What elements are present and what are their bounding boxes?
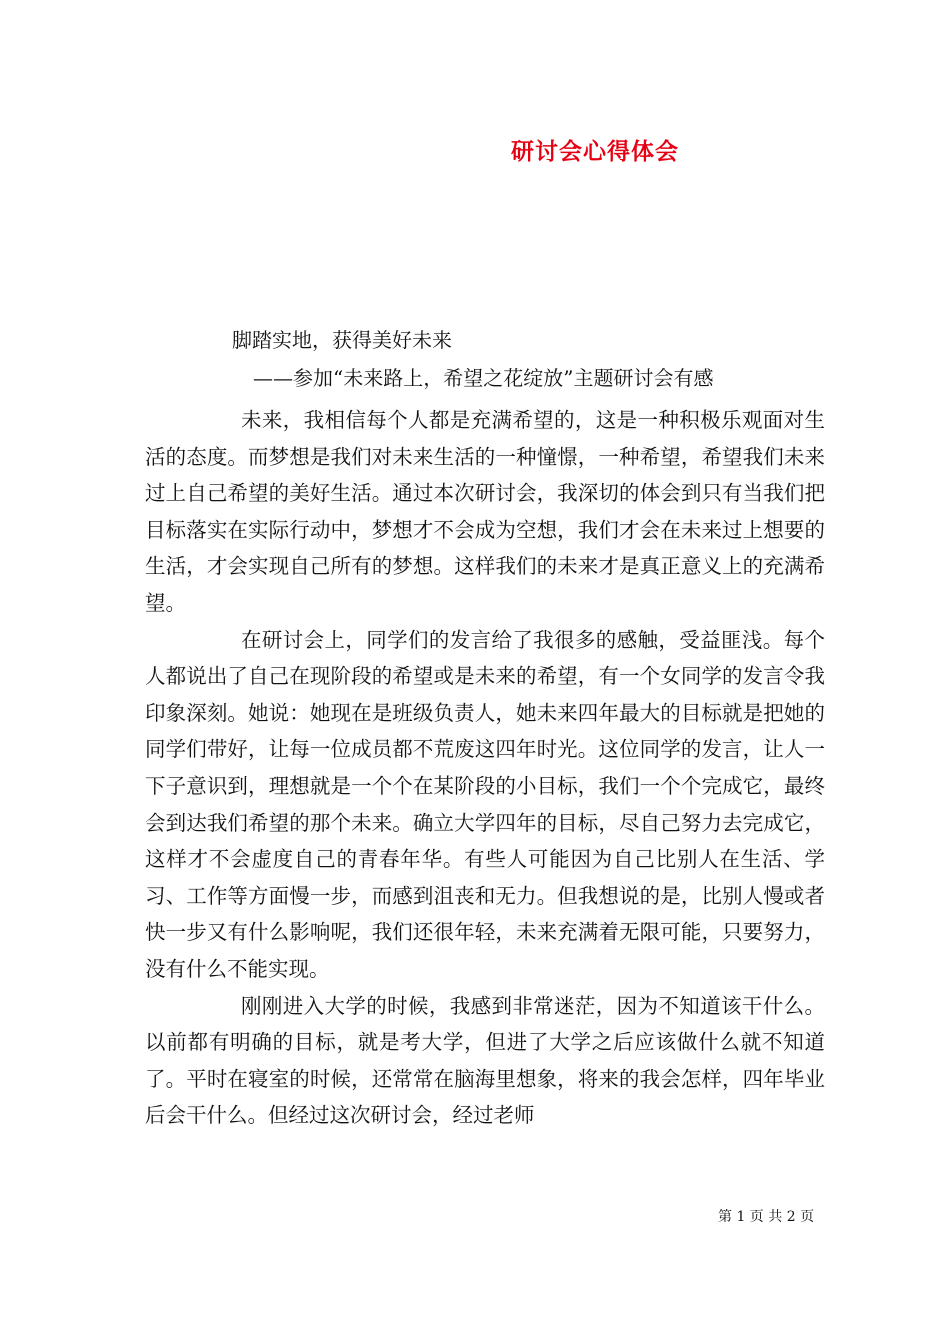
paragraph-1: 未来，我相信每个人都是充满希望的，这是一种积极乐观面对生活的态度。而梦想是我们对未来生活的一种憧憬，一种希望，希望我们未来过上自己希望的美好生活。通过本次研讨会，我深切的体会到只有当我们把目标落实在实际行动中，梦想才不会成为空想，我们才会在未来过上想要的生活，才会实现自己所有的梦想。这样我们的未来才是真正意义上的充满希望。 — [145, 408, 825, 615]
page-number-footer: 第 1 页 共 2 页 — [718, 1209, 815, 1225]
essay-subheading: ——参加“未来路上，希望之花绽放”主题研讨会有感 — [253, 366, 714, 390]
document-title: 研讨会心得体会 — [511, 138, 679, 165]
paragraph-3: 刚刚进入大学的时候，我感到非常迷茫，因为不知道该干什么。以前都有明确的目标，就是考大学，但进了大学之后应该做什么就不知道了。平时在寝室的时候，还常常在脑海里想象，将来的我会怎样，四年毕业后会干什么。但经过这次研讨会，经过老师 — [145, 993, 825, 1128]
paragraph-2: 在研讨会上，同学们的发言给了我很多的感触，受益匪浅。每个人都说出了自己在现阶段的希望或是未来的希望，有一个女同学的发言令我印象深刻。她说：她现在是班级负责人，她未来四年最大的目标就是把她的同学们带好，让每一位成员都不荒废这四年时光。这位同学的发言，让人一下子意识到，理想就是一个个在某阶段的小目标，我们一个个完成它，最终会到达我们希望的那个未来。确立大学四年的目标，尽自己努力去完成它，这样才不会虚度自己的青春年华。有些人可能因为自己比别人在生活、学习、工作等方面慢一步，而感到沮丧和无力。但我想说的是，比别人慢或者快一步又有什么影响呢，我们还很年轻，未来充满着无限可能，只要努力，没有什么不能实现。 — [145, 627, 825, 981]
essay-heading: 脚踏实地，获得美好未来 — [232, 328, 452, 352]
essay-body — [145, 402, 825, 1134]
